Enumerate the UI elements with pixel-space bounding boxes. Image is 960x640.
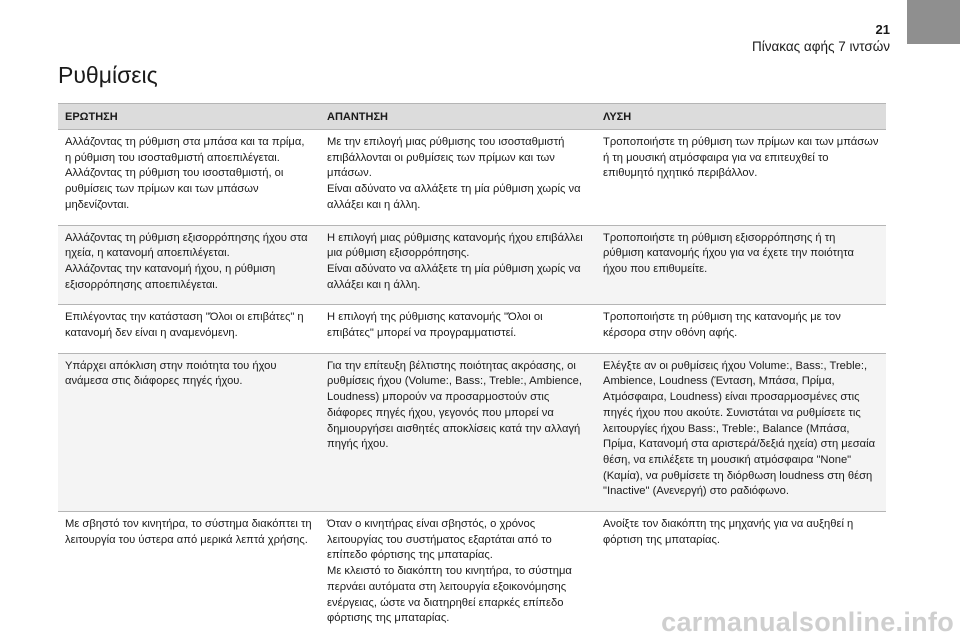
question-cell: Με σβηστό τον κινητήρα, το σύστημα διακόπτει τη λειτουργία του ύστερα από μερικά λεπτά χρήσης. (65, 518, 312, 546)
solution-cell: Ελέγξτε αν οι ρυθμίσεις ήχου Volume:, Bass:, Treble:, Ambience, Loudness (Ένταση, Μπάσα, Πρίμα, Ατμόσφαιρα, Loudness) είναι προσαρμοσμένες στις πηγές ήχου που ακούτε. Συνιστάται να ρυθμίσετε τις λειτουργίες ήχου Bass:, Treble:, Balance (Μπάσα, Πρίμα, Κατανομή στα αριστερά/δεξιά ηχεία) στη μεσαία θέση, να επιλέξετε τη μουσική ατμόσφαιρα "None" (Καμία), να ρυθμίσετε τη διόρθωση loudness στη θέση "Inactive" (Ανενεργή) στο ραδιόφωνο. (596, 353, 886, 511)
page-number: 21 (875, 22, 890, 37)
column-header-solution: ΛΥΣΗ (596, 104, 886, 130)
answer-cell: Με την επιλογή μιας ρύθμισης του ισοσταθμιστή επιβάλλονται οι ρυθμίσεις των πρίμων και των μπάσων. Είναι αδύνατο να αλλάξετε τη μία ρύθμιση χωρίς να αλλάξει και η άλλη. (320, 130, 596, 226)
troubleshooting-table (58, 103, 886, 638)
solution-cell: Τροποποιήστε τη ρύθμιση εξισορρόπησης ή τη ρύθμιση κατανομής ήχου για να έχετε την ποιότητα ήχου που επιθυμείτε. (596, 225, 886, 305)
table-row (58, 225, 886, 305)
solution-cell: Τροποποιήστε τη ρύθμιση της κατανομής με τον κέρσορα στην οθόνη αφής. (596, 305, 886, 353)
corner-tab (907, 0, 960, 44)
question-cell: Υπάρχει απόκλιση στην ποιότητα του ήχου ανάμεσα στις διάφορες πηγές ήχου. (58, 353, 320, 511)
page-heading: Ρυθμίσεις (58, 62, 158, 88)
column-header-answer: ΑΠΑΝΤΗΣΗ (320, 104, 596, 130)
table-row (58, 130, 886, 226)
question-cell: Επιλέγοντας την κατάσταση "Όλοι οι επιβάτες" η κατανομή δεν είναι η αναμενόμενη. (58, 305, 320, 353)
solution-cell: Τροποποιήστε τη ρύθμιση των πρίμων και των μπάσων ή τη μουσική ατμόσφαιρα για να επιτευχθεί το επιθυμητό ηχητικό περιβάλλον. (596, 130, 886, 226)
watermark: carmanualsonline.info (661, 607, 954, 637)
table-header-row (58, 104, 886, 130)
question-cell: Αλλάζοντας τη ρύθμιση εξισορρόπησης ήχου στα ηχεία, η κατανομή αποεπιλέγεται. Αλλάζοντας την κατανομή ήχου, η ρύθμιση εξισορρόπησης αποεπιλέγεται. (58, 225, 320, 305)
answer-cell: Για την επίτευξη βέλτιστης ποιότητας ακρόασης, οι ρυθμίσεις ήχου (Volume:, Bass:, Treble:, Ambience, Loudness) μπορούν να προσαρμοστούν στις διάφορες πηγές ήχου, γεγονός που μπορεί να δημιουργήσει αισθητές αποκλίσεις κατά την αλλαγή πηγής ήχου. (320, 353, 596, 511)
solution-cell: Ανοίξτε τον διακόπτη της μηχανής για να αυξηθεί η φόρτιση της μπαταρίας. (603, 518, 854, 546)
table-row (58, 305, 886, 353)
question-cell: Αλλάζοντας τη ρύθμιση στα μπάσα και τα πρίμα, η ρύθμιση του ισοσταθμιστή αποεπιλέγεται. Αλλάζοντας τη ρύθμιση του ισοσταθμιστή, οι ρυθμίσεις των πρίμων και των μπάσων μηδενίζονται. (58, 130, 320, 226)
section-title: Πίνακας αφής 7 ιντσών (751, 39, 890, 54)
answer-cell: Η επιλογή μιας ρύθμισης κατανομής ήχου επιβάλλει μια ρύθμιση εξισορρόπησης. Είναι αδύνατο να αλλάξετε τη μία ρύθμιση χωρίς να αλλάξει και η άλλη. (320, 225, 596, 305)
column-header-question: ΕΡΩΤΗΣΗ (58, 104, 320, 130)
answer-cell: Όταν ο κινητήρας είναι σβηστός, ο χρόνος λειτουργίας του συστήματος εξαρτάται από το επίπεδο φόρτισης της μπαταρίας. Με κλειστό το διακόπτη του κινητήρα, το σύστημα περνάει αυτόματα στη λειτουργία εξοικονόμησης ενέργειας, ώστε να διατηρηθεί επαρκές επίπεδο φόρτισης της μπαταρίας. (327, 518, 572, 625)
table-row (58, 353, 886, 511)
answer-cell: Η επιλογή της ρύθμισης κατανομής "Όλοι οι επιβάτες" μπορεί να προγραμματιστεί. (320, 305, 596, 353)
